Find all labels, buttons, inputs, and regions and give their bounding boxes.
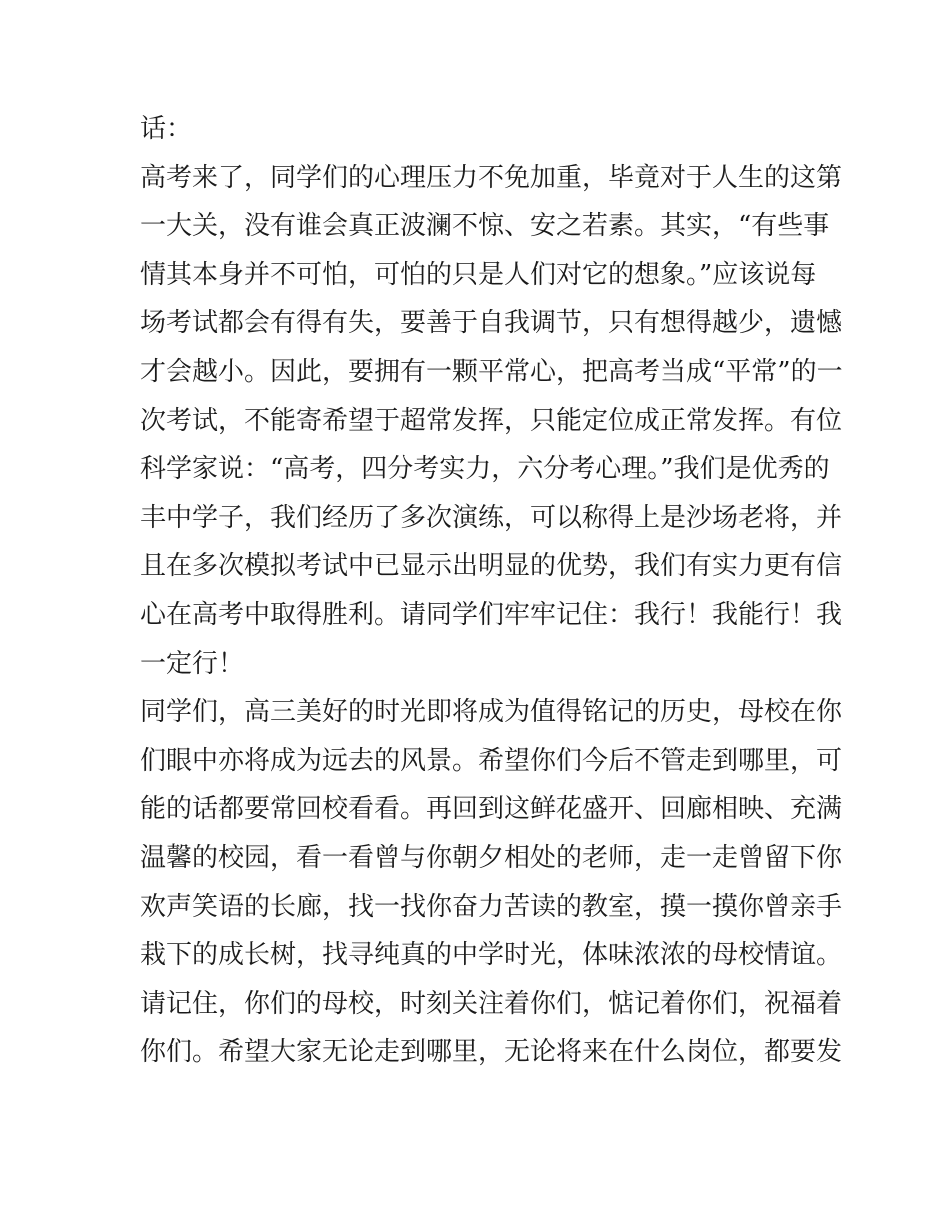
text-line: 心在高考中取得胜利。请同学们牢牢记住：我行！我能行！我 [140, 599, 843, 630]
text-line: 请记住，你们的母校，时刻关注着你们，惦记着你们，祝福着 [140, 988, 843, 1019]
text-line: 才会越小。因此，要拥有一颗平常心，把高考当成“平常”的一 [140, 356, 843, 387]
text-line: 能的话都要常回校看看。再回到这鲜花盛开、回廊相映、充满 [140, 794, 843, 825]
text-line: 一定行！ [140, 648, 245, 679]
text-line: 们眼中亦将成为远去的风景。希望你们今后不管走到哪里，可 [140, 745, 843, 776]
document-body [140, 105, 843, 1077]
text-line: 温馨的校园，看一看曾与你朝夕相处的老师，走一走曾留下你 [140, 842, 843, 873]
text-line: 且在多次模拟考试中已显示出明显的优势，我们有实力更有信 [140, 551, 843, 582]
text-line: 场考试都会有得有失，要善于自我调节，只有想得越少，遗憾 [140, 308, 843, 339]
text-line: 高考来了，同学们的心理压力不免加重，毕竟对于人生的这第 [140, 162, 843, 193]
text-line: 丰中学子，我们经历了多次演练，可以称得上是沙场老将，并 [140, 502, 843, 533]
text-line: 你们。希望大家无论走到哪里，无论将来在什么岗位，都要发 [140, 1037, 843, 1068]
text-line: 栽下的成长树，找寻纯真的中学时光，体味浓浓的母校情谊。 [140, 940, 843, 971]
text-line: 同学们，高三美好的时光即将成为值得铭记的历史，母校在你 [140, 697, 843, 728]
text-line: 次考试，不能寄希望于超常发挥，只能定位成正常发挥。有位 [140, 405, 843, 436]
text-line: 欢声笑语的长廊，找一找你奋力苦读的教室，摸一摸你曾亲手 [140, 891, 843, 922]
text-line: 科学家说：“高考，四分考实力，六分考心理。”我们是优秀的 [140, 454, 830, 485]
text-line: 一大关，没有谁会真正波澜不惊、安之若素。其实，“有些事 [140, 211, 830, 242]
text-line: 话： [140, 114, 193, 144]
text-line: 情其本身并不可怕，可怕的只是人们对它的想象。”应该说每 [140, 259, 817, 290]
